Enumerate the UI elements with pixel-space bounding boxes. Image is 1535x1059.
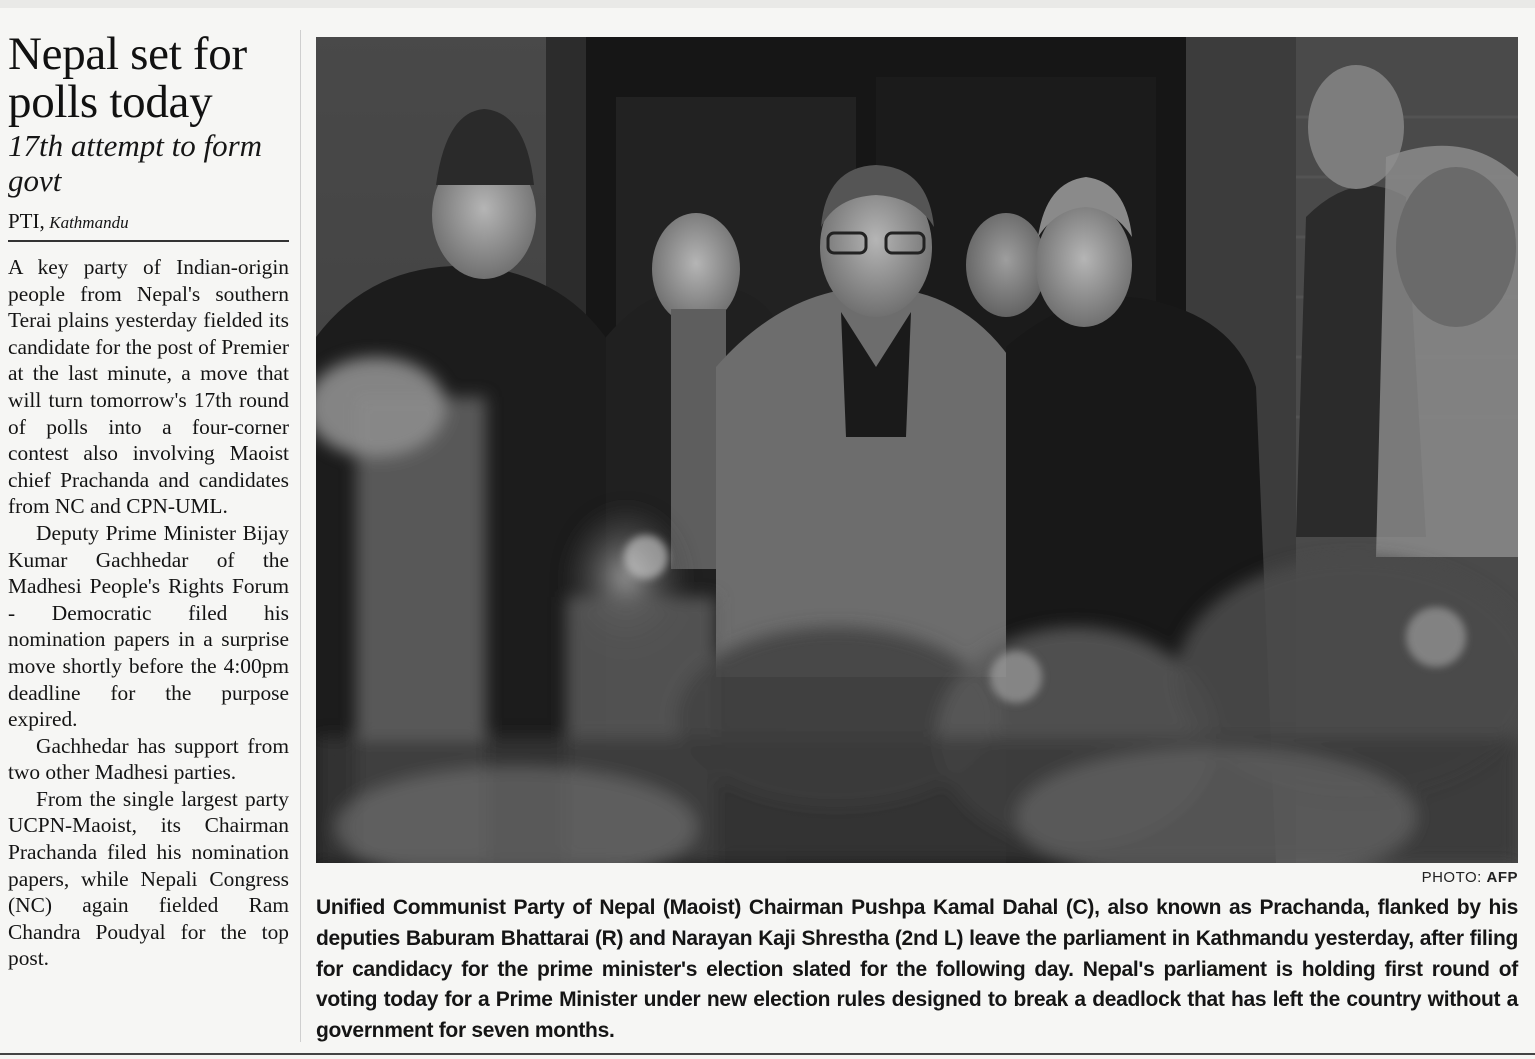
article-subhead: 17th attempt to form govt — [8, 128, 263, 198]
news-article — [8, 30, 289, 972]
photo-credit-label: PHOTO: — [1421, 869, 1482, 886]
column-divider — [300, 30, 301, 1042]
article-headline: Nepal set for polls today — [8, 28, 247, 128]
photo-illustration — [316, 37, 1518, 863]
article-paragraph: From the single largest party UCPN-Maoist, its Chairman Prachanda filed his nomination papers, while Nepali Congress (NC) again fielded Ram Chandra Poudyal for the top post. — [8, 786, 289, 971]
article-byline — [8, 210, 289, 242]
bottom-page-border — [0, 1053, 1535, 1055]
article-paragraph: A key party of Indian-origin people from Nepal's southern Terai plains yesterday fielded its candidate for the post of Premier at the last minute, a move that will turn tomorrow's 17th round of polls into a four-corner contest also involving Maoist chief Prachanda and candidates from NC and CPN-UML. — [8, 255, 289, 519]
article-paragraph: Deputy Prime Minister Bijay Kumar Gachhedar of the Madhesi People's Rights Forum - Democratic filed his nomination papers in a surprise move shortly before the 4:00pm deadline for the purpose expired. — [8, 520, 289, 732]
photo-credit-source: AFP — [1486, 869, 1518, 886]
top-page-border — [0, 0, 1535, 8]
photo-caption: Unified Communist Party of Nepal (Maoist) Chairman Pushpa Kamal Dahal (C), also known as Prachanda, flanked by his deputies Baburam Bhattarai (R) and Narayan Kaji Shrestha (2nd L) leave the parliament in Kathmandu yesterday, after filing for candidacy for the prime minister's election slated for the following day. Nepal's parliament is holding first round of voting today for a Prime Minister under new election rules designed to break a deadlock that has left the country without a government for seven months. — [316, 896, 1518, 1043]
photo-credit — [1422, 869, 1518, 886]
byline-place: Kathmandu — [49, 213, 129, 232]
byline-agency: PTI, — [8, 209, 45, 233]
article-paragraph: Gachhedar has support from two other Madhesi parties. — [8, 733, 289, 785]
news-photo — [316, 37, 1518, 863]
article-body — [8, 254, 289, 972]
